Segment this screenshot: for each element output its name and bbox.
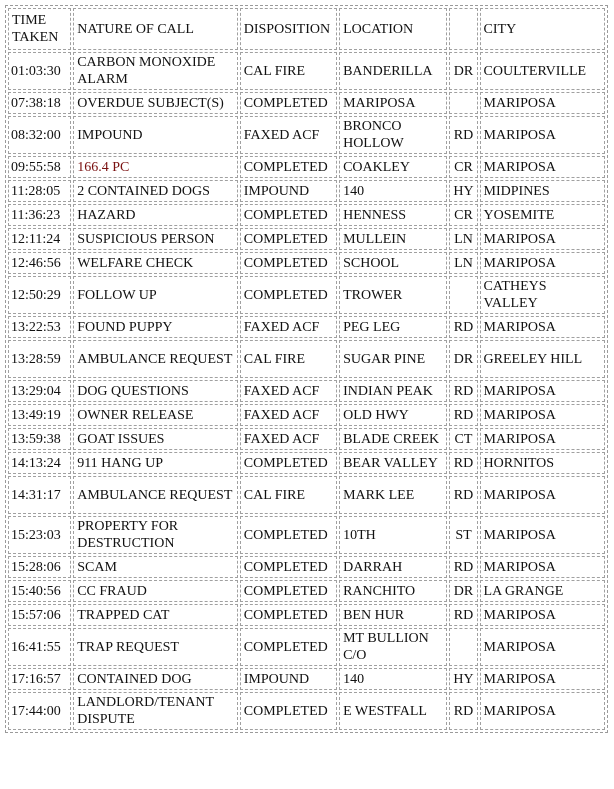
cell-nature: AMBULANCE REQUEST: [73, 340, 238, 378]
cell-location: MARIPOSA: [339, 92, 447, 114]
cell-time: 13:28:59: [8, 340, 71, 378]
cell-city: COULTERVILLE: [480, 52, 605, 90]
cell-location: OLD HWY: [339, 404, 447, 426]
cell-time: 14:13:24: [8, 452, 71, 474]
cell-location: HENNESS: [339, 204, 447, 226]
cell-city: MARIPOSA: [480, 380, 605, 402]
cell-suffix: [449, 92, 477, 114]
header-location: LOCATION: [339, 8, 447, 50]
cell-nature: IMPOUND: [73, 116, 238, 154]
cell-city: GREELEY HILL: [480, 340, 605, 378]
cell-nature: CC FRAUD: [73, 580, 238, 602]
cell-location: BEAR VALLEY: [339, 452, 447, 474]
cell-disposition: COMPLETED: [240, 156, 337, 178]
cell-suffix: [449, 628, 477, 666]
cell-location: INDIAN PEAK: [339, 380, 447, 402]
cell-nature: 2 CONTAINED DOGS: [73, 180, 238, 202]
cell-suffix: RD: [449, 452, 477, 474]
cell-disposition: COMPLETED: [240, 204, 337, 226]
cell-disposition: COMPLETED: [240, 556, 337, 578]
table-row: [8, 668, 605, 690]
cell-time: 17:16:57: [8, 668, 71, 690]
cell-location: MARK LEE: [339, 476, 447, 514]
cell-nature: CARBON MONOXIDE ALARM: [73, 52, 238, 90]
header-city: CITY: [480, 8, 605, 50]
cell-city: MARIPOSA: [480, 156, 605, 178]
cell-time: 15:40:56: [8, 580, 71, 602]
table-row: [8, 604, 605, 626]
cell-location: MT BULLION C/O: [339, 628, 447, 666]
cell-suffix: HY: [449, 668, 477, 690]
cell-nature: TRAPPED CAT: [73, 604, 238, 626]
cell-city: MARIPOSA: [480, 116, 605, 154]
cell-location: BANDERILLA: [339, 52, 447, 90]
cell-nature: WELFARE CHECK: [73, 252, 238, 274]
cell-city: MARIPOSA: [480, 92, 605, 114]
cell-nature: SCAM: [73, 556, 238, 578]
cell-suffix: RD: [449, 404, 477, 426]
header-nature: NATURE OF CALL: [73, 8, 238, 50]
cell-time: 16:41:55: [8, 628, 71, 666]
cell-disposition: CAL FIRE: [240, 340, 337, 378]
cell-city: HORNITOS: [480, 452, 605, 474]
cell-suffix: CR: [449, 156, 477, 178]
cell-nature: 166.4 PC: [73, 156, 238, 178]
cell-disposition: COMPLETED: [240, 228, 337, 250]
cell-nature: CONTAINED DOG: [73, 668, 238, 690]
cell-location: TROWER: [339, 276, 447, 314]
cell-city: MARIPOSA: [480, 692, 605, 730]
table-row: [8, 204, 605, 226]
header-suffix: [449, 8, 477, 50]
cell-suffix: RD: [449, 116, 477, 154]
cell-city: MARIPOSA: [480, 556, 605, 578]
cell-city: MARIPOSA: [480, 428, 605, 450]
header-disposition: DISPOSITION: [240, 8, 337, 50]
table-row: [8, 628, 605, 666]
cell-location: COAKLEY: [339, 156, 447, 178]
table-row: [8, 428, 605, 450]
cell-location: E WESTFALL: [339, 692, 447, 730]
cell-time: 15:57:06: [8, 604, 71, 626]
cell-suffix: RD: [449, 380, 477, 402]
cell-nature: FOUND PUPPY: [73, 316, 238, 338]
cell-location: RANCHITO: [339, 580, 447, 602]
cell-disposition: FAXED ACF: [240, 116, 337, 154]
header-time: TIME TAKEN: [8, 8, 71, 50]
cell-disposition: COMPLETED: [240, 516, 337, 554]
cell-time: 17:44:00: [8, 692, 71, 730]
cell-nature: PROPERTY FOR DESTRUCTION: [73, 516, 238, 554]
cell-suffix: RD: [449, 556, 477, 578]
cell-location: MULLEIN: [339, 228, 447, 250]
cell-disposition: COMPLETED: [240, 628, 337, 666]
cell-nature: GOAT ISSUES: [73, 428, 238, 450]
cell-time: 12:46:56: [8, 252, 71, 274]
cell-suffix: RD: [449, 692, 477, 730]
table-row: [8, 52, 605, 90]
cell-disposition: IMPOUND: [240, 668, 337, 690]
cell-location: SCHOOL: [339, 252, 447, 274]
cell-time: 15:28:06: [8, 556, 71, 578]
cell-city: MARIPOSA: [480, 628, 605, 666]
table-row: [8, 556, 605, 578]
cell-disposition: COMPLETED: [240, 452, 337, 474]
cell-city: MARIPOSA: [480, 476, 605, 514]
cell-suffix: HY: [449, 180, 477, 202]
cell-time: 11:28:05: [8, 180, 71, 202]
cell-disposition: FAXED ACF: [240, 428, 337, 450]
cell-suffix: RD: [449, 604, 477, 626]
table-row: [8, 116, 605, 154]
cell-city: MARIPOSA: [480, 404, 605, 426]
cell-nature: AMBULANCE REQUEST: [73, 476, 238, 514]
cell-city: LA GRANGE: [480, 580, 605, 602]
cell-nature: HAZARD: [73, 204, 238, 226]
cell-time: 01:03:30: [8, 52, 71, 90]
cell-nature: SUSPICIOUS PERSON: [73, 228, 238, 250]
cell-location: 10TH: [339, 516, 447, 554]
cell-suffix: DR: [449, 340, 477, 378]
cell-time: 13:29:04: [8, 380, 71, 402]
cell-time: 13:59:38: [8, 428, 71, 450]
cell-disposition: FAXED ACF: [240, 404, 337, 426]
cell-suffix: CR: [449, 204, 477, 226]
cell-nature: OWNER RELEASE: [73, 404, 238, 426]
table-row: [8, 516, 605, 554]
table-row: [8, 228, 605, 250]
cell-disposition: COMPLETED: [240, 604, 337, 626]
cell-time: 14:31:17: [8, 476, 71, 514]
cell-location: SUGAR PINE: [339, 340, 447, 378]
table-row: [8, 316, 605, 338]
table-row: [8, 156, 605, 178]
table-row: [8, 452, 605, 474]
table-row: [8, 580, 605, 602]
cell-disposition: COMPLETED: [240, 252, 337, 274]
cell-disposition: COMPLETED: [240, 92, 337, 114]
cell-suffix: [449, 276, 477, 314]
cell-disposition: IMPOUND: [240, 180, 337, 202]
table-row: [8, 692, 605, 730]
cell-city: MARIPOSA: [480, 316, 605, 338]
table-row: [8, 92, 605, 114]
cell-time: 09:55:58: [8, 156, 71, 178]
cell-disposition: CAL FIRE: [240, 476, 337, 514]
cell-nature: FOLLOW UP: [73, 276, 238, 314]
table-row: [8, 252, 605, 274]
cell-nature: LANDLORD/TENANT DISPUTE: [73, 692, 238, 730]
table-row: [8, 380, 605, 402]
cell-time: 07:38:18: [8, 92, 71, 114]
cell-time: 13:49:19: [8, 404, 71, 426]
cell-suffix: ST: [449, 516, 477, 554]
cell-location: BLADE CREEK: [339, 428, 447, 450]
cell-city: YOSEMITE: [480, 204, 605, 226]
cell-location: PEG LEG: [339, 316, 447, 338]
table-row: [8, 404, 605, 426]
header-row: [8, 8, 605, 50]
cell-nature: OVERDUE SUBJECT(S): [73, 92, 238, 114]
cell-nature: DOG QUESTIONS: [73, 380, 238, 402]
table-row: [8, 276, 605, 314]
cell-suffix: DR: [449, 580, 477, 602]
cell-city: MARIPOSA: [480, 516, 605, 554]
table-row: [8, 180, 605, 202]
cell-nature: 911 HANG UP: [73, 452, 238, 474]
cell-time: 15:23:03: [8, 516, 71, 554]
cell-time: 12:11:24: [8, 228, 71, 250]
cell-disposition: COMPLETED: [240, 276, 337, 314]
cell-suffix: CT: [449, 428, 477, 450]
cell-disposition: COMPLETED: [240, 692, 337, 730]
cell-suffix: LN: [449, 252, 477, 274]
cell-time: 13:22:53: [8, 316, 71, 338]
cell-disposition: COMPLETED: [240, 580, 337, 602]
call-log-table: [5, 5, 608, 733]
table-row: [8, 340, 605, 378]
cell-disposition: CAL FIRE: [240, 52, 337, 90]
cell-location: 140: [339, 668, 447, 690]
cell-city: MARIPOSA: [480, 228, 605, 250]
cell-city: MIDPINES: [480, 180, 605, 202]
cell-city: MARIPOSA: [480, 604, 605, 626]
cell-suffix: LN: [449, 228, 477, 250]
cell-nature: TRAP REQUEST: [73, 628, 238, 666]
cell-location: 140: [339, 180, 447, 202]
cell-time: 12:50:29: [8, 276, 71, 314]
cell-time: 08:32:00: [8, 116, 71, 154]
cell-location: BRONCO HOLLOW: [339, 116, 447, 154]
cell-city: CATHEYS VALLEY: [480, 276, 605, 314]
cell-suffix: DR: [449, 52, 477, 90]
cell-time: 11:36:23: [8, 204, 71, 226]
cell-city: MARIPOSA: [480, 668, 605, 690]
table-row: [8, 476, 605, 514]
cell-city: MARIPOSA: [480, 252, 605, 274]
cell-suffix: RD: [449, 476, 477, 514]
cell-location: BEN HUR: [339, 604, 447, 626]
cell-disposition: FAXED ACF: [240, 316, 337, 338]
table-body: [8, 52, 605, 730]
cell-suffix: RD: [449, 316, 477, 338]
cell-disposition: FAXED ACF: [240, 380, 337, 402]
cell-location: DARRAH: [339, 556, 447, 578]
